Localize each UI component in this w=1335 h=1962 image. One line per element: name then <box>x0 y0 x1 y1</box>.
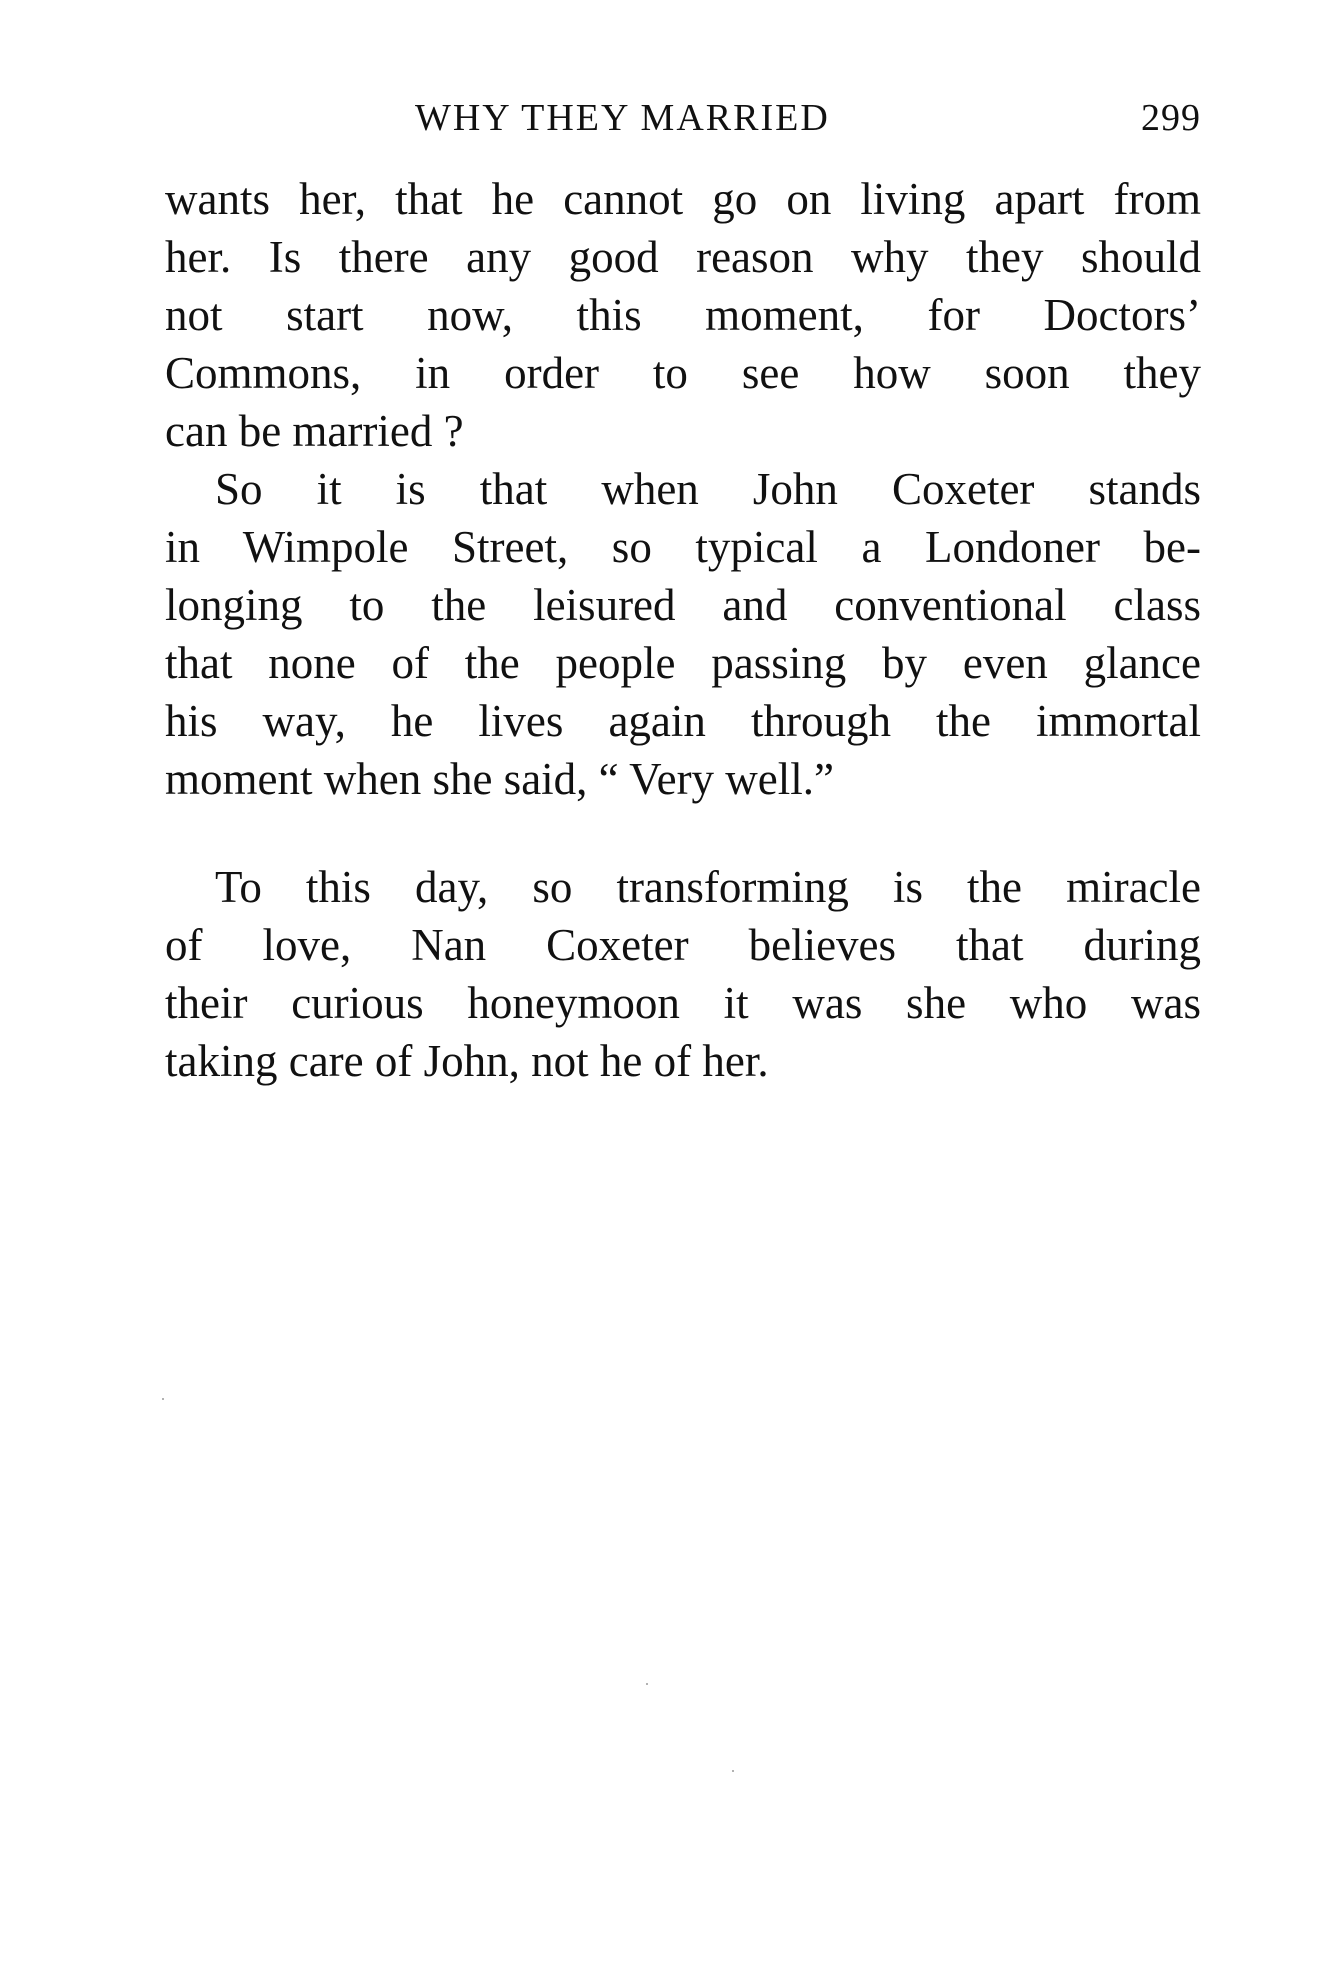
paper-speck <box>732 1770 734 1772</box>
text-line: To this day, so transforming is the miracle <box>215 862 1201 912</box>
text-line: Commons, in order to see how soon they <box>165 348 1201 398</box>
paragraph-2 <box>165 460 1201 808</box>
text-line: of love, Nan Coxeter believes that during <box>165 920 1201 970</box>
paragraph-3 <box>165 858 1201 1090</box>
running-head <box>165 96 1201 156</box>
text-line: moment when she said, “ Very well.” <box>165 754 835 804</box>
body-text <box>165 170 1201 1090</box>
text-line: wants her, that he cannot go on living apart from <box>165 174 1201 224</box>
text-line: taking care of John, not he of her. <box>165 1036 769 1086</box>
page-number: 299 <box>1141 97 1201 139</box>
text-line: in Wimpole Street, so typical a Londoner be- <box>165 522 1201 572</box>
running-title: WHY THEY MARRIED <box>415 97 830 139</box>
text-line: longing to the leisured and conventional class <box>165 580 1201 630</box>
text-line: his way, he lives again through the immortal <box>165 696 1201 746</box>
text-line: that none of the people passing by even glance <box>165 638 1201 688</box>
section-break <box>165 808 1201 858</box>
text-line: So it is that when John Coxeter stands <box>215 464 1201 514</box>
text-line: not start now, this moment, for Doctors’ <box>165 290 1201 340</box>
paragraph-1 <box>165 170 1201 460</box>
text-line: their curious honeymoon it was she who was <box>165 978 1201 1028</box>
paper-speck <box>646 1683 648 1685</box>
text-line: can be married ? <box>165 406 464 456</box>
text-line: her. Is there any good reason why they should <box>165 232 1201 282</box>
paper-speck <box>162 1398 164 1400</box>
